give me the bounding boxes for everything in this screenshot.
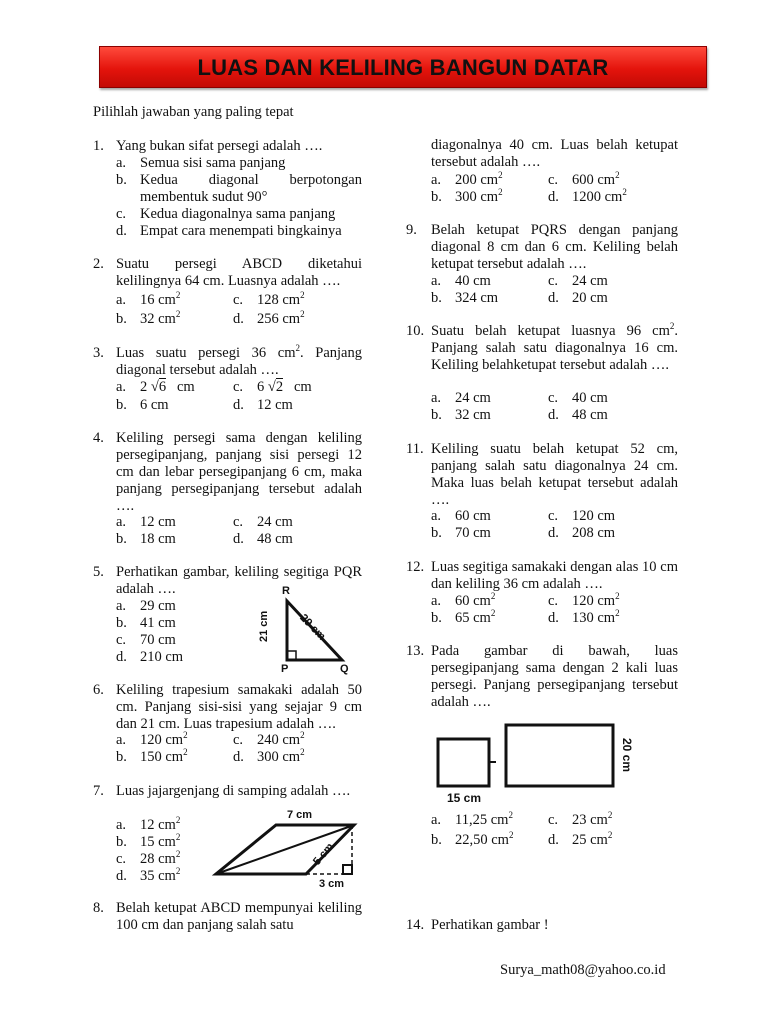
page-title: LUAS DAN KELILING BANGUN DATAR <box>197 55 609 80</box>
question-number: 4. <box>93 430 104 446</box>
option-b[interactable]: b. 41 cm <box>116 615 176 631</box>
vertex-label-r: R <box>282 585 290 597</box>
side-label-qr: 29 cm <box>297 612 328 643</box>
option-d[interactable]: d. 300 $cm^2$ <box>233 747 305 765</box>
right-angle-mark <box>343 865 352 874</box>
option-b[interactable]: b. 70 cm <box>431 525 491 541</box>
option-b[interactable]: b. 65 $cm^2$ <box>431 608 496 626</box>
option-d[interactable]: d. 48 cm <box>548 407 608 423</box>
question-number: 5. <box>93 564 104 580</box>
question-number: 7. <box>93 783 104 799</box>
option-d[interactable]: d. 20 cm <box>548 290 608 306</box>
option-d[interactable]: d. 130 $cm^2$ <box>548 608 620 626</box>
option-a[interactable]: a. 12 $cm^2$ <box>116 815 181 833</box>
square-shape <box>438 739 489 786</box>
option-d[interactable]: d. 12 cm <box>233 397 293 413</box>
option-b[interactable]: b. 18 cm <box>116 531 176 547</box>
option-a[interactable]: a. 60 $cm^2$ <box>431 591 496 609</box>
question-3 <box>93 345 363 415</box>
option-d[interactable]: d. 48 cm <box>233 531 293 547</box>
option-b[interactable]: b. 32 cm <box>431 407 491 423</box>
question-number: 11. <box>406 441 424 457</box>
option-d[interactable]: d. 256 $cm^2$ <box>233 309 305 327</box>
option-b[interactable]: b. 300 $cm^2$ <box>431 187 503 205</box>
option-a[interactable]: a. 2 √6 cm <box>116 379 195 395</box>
question-13 <box>406 643 678 713</box>
option-a[interactable]: a. 24 cm <box>431 390 491 406</box>
side-label-pr: 21 cm <box>258 610 270 642</box>
option-a[interactable]: a. 29 cm <box>116 598 176 614</box>
question-number: 1. <box>93 138 104 154</box>
option-c[interactable]: c. 28 $cm^2$ <box>116 849 181 867</box>
question-stem: Suatu persegi ABCD diketahui kelilingnya 64 cm. Luasnya adalah …. <box>116 256 362 289</box>
question-14 <box>406 917 678 937</box>
option-b[interactable]: b. 22,50 $cm^2$ <box>431 830 514 848</box>
title-banner <box>99 46 707 88</box>
vertex-label-q: Q <box>340 663 349 675</box>
rectangle-shape <box>506 725 613 786</box>
footer-email: Surya_math08@yahoo.co.id <box>500 962 666 978</box>
option-c[interactable]: c. 40 cm <box>548 390 608 406</box>
question-12 <box>406 559 678 631</box>
option-c[interactable]: c. 6 √2 cm <box>233 379 312 395</box>
option-c[interactable]: c. 70 cm <box>116 632 176 648</box>
question-stem: Yang bukan sifat persegi adalah …. <box>116 138 323 154</box>
question-10 <box>406 323 678 427</box>
question-stem: Luas suatu persegi 36 $cm^2$. Panjang diagonal tersebut adalah …. <box>116 343 362 378</box>
question-8-continued <box>406 137 678 209</box>
option-c[interactable]: c. 120 cm <box>548 508 616 524</box>
question-8 <box>93 900 363 936</box>
question-stem: Keliling persegi sama dengan keliling persegipanjang, panjang sisi persegi 12 cm dan lebar persegipanjang 6 cm, maka panjang persegipanjang tersebut adalah …. <box>116 430 362 514</box>
label-rectangle-height: 20 cm <box>620 738 634 773</box>
question-number: 10. <box>406 323 425 339</box>
option-c[interactable]: c. 24 cm <box>233 514 293 530</box>
question-stem: Luas jajargenjang di samping adalah …. <box>116 783 351 799</box>
question-2 <box>93 256 363 331</box>
instructions: Pilihlah jawaban yang paling tepat <box>93 104 294 120</box>
option-b[interactable]: b. 150 $cm^2$ <box>116 747 188 765</box>
option-d[interactable]: d. 35 $cm^2$ <box>116 866 181 884</box>
option-a[interactable]: a. 40 cm <box>431 273 491 289</box>
option-c[interactable]: c. 24 cm <box>548 273 608 289</box>
option-a[interactable]: a. 11,25 $cm^2$ <box>431 810 513 828</box>
option-a[interactable]: a. 120 $cm^2$ <box>116 730 188 748</box>
question-stem: Belah ketupat PQRS dengan panjang diagonal 8 cm dan 6 cm. Keliling belah ketupat tersebut adalah …. <box>431 222 678 272</box>
option-a[interactable]: a. 200 $cm^2$ <box>431 170 503 188</box>
question-11 <box>406 441 678 545</box>
question-stem: Luas segitiga samakaki dengan alas 10 cm dan keliling 36 cm adalah …. <box>431 559 678 592</box>
option-d[interactable]: d. 208 cm <box>548 525 616 541</box>
square-rectangle-figure <box>436 723 616 789</box>
question-9 <box>406 222 678 312</box>
label-square-side: 15 cm <box>447 791 482 805</box>
question-number: 14. <box>406 917 425 933</box>
option-d[interactable]: d. 1200 $cm^2$ <box>548 187 627 205</box>
question-stem: Pada gambar di bawah, luas persegipanjang sama dengan 2 kali luas persegi. Panjang persegipanjang tersebut adalah …. <box>431 643 678 710</box>
question-1 <box>93 138 363 243</box>
question-4 <box>93 430 363 550</box>
question-13-options <box>406 812 678 852</box>
option-a[interactable]: a. 16 $cm^2$ <box>116 290 181 308</box>
option-b[interactable]: b. Kedua diagonal berpotongan membentuk sudut 90° <box>116 172 362 205</box>
sqrt-symbol: √ <box>150 379 159 395</box>
vertex-label-p: P <box>281 663 289 675</box>
option-c[interactable]: c. 120 $cm^2$ <box>548 591 620 609</box>
option-d[interactable]: d. 210 cm <box>116 649 184 665</box>
question-number: 3. <box>93 345 104 361</box>
option-c[interactable]: c. Kedua diagonalnya sama panjang <box>116 206 336 222</box>
label-top-side: 7 cm <box>287 809 313 821</box>
option-b[interactable]: b. 324 cm <box>431 290 499 306</box>
question-stem: diagonalnya 40 cm. Luas belah ketupat tersebut adalah …. <box>431 137 678 170</box>
option-b[interactable]: b. 32 $cm^2$ <box>116 309 181 327</box>
question-number: 12. <box>406 559 425 575</box>
option-c[interactable]: c. 240 $cm^2$ <box>233 730 305 748</box>
label-base-segment: 3 cm <box>319 878 345 890</box>
option-d[interactable]: d. Empat cara menempati bingkainya <box>116 223 342 239</box>
sqrt-symbol: √ <box>267 379 276 395</box>
question-stem: Perhatikan gambar, keliling segitiga PQR adalah …. <box>116 564 362 597</box>
option-d[interactable]: d. 25 $cm^2$ <box>548 830 613 848</box>
option-c[interactable]: c. 600 $cm^2$ <box>548 170 620 188</box>
option-c[interactable]: c. 23 $cm^2$ <box>548 810 613 828</box>
question-6 <box>93 682 363 772</box>
question-number: 8. <box>93 900 104 916</box>
question-number: 6. <box>93 682 104 698</box>
question-stem: Belah ketupat ABCD mempunyai keliling 100 cm dan panjang salah satu <box>116 900 362 933</box>
question-stem: Keliling trapesium samakaki adalah 50 cm. Panjang sisi-sisi yang sejajar 9 cm dan 21 cm. Luas trapesium adalah …. <box>116 682 362 732</box>
question-stem: Suatu belah ketupat luasnya 96 $cm^2$. Panjang salah satu diagonalnya 16 cm. Keliling belahketupat tersebut adalah …. <box>431 321 678 373</box>
question-stem: Perhatikan gambar ! <box>431 917 549 933</box>
option-a[interactable]: a. Semua sisi sama panjang <box>116 155 286 171</box>
option-a[interactable]: a. 12 cm <box>116 514 176 530</box>
option-a[interactable]: a. 60 cm <box>431 508 491 524</box>
question-stem: Keliling suatu belah ketupat 52 cm, panjang salah satu diagonalnya 24 cm. Maka luas belah ketupat tersebut adalah …. <box>431 441 678 508</box>
question-number: 2. <box>93 256 104 272</box>
label-height: 5 cm <box>311 840 337 868</box>
option-c[interactable]: c. 128 $cm^2$ <box>233 290 305 308</box>
question-number: 9. <box>406 222 417 238</box>
option-b[interactable]: b. 6 cm <box>116 397 169 413</box>
option-b[interactable]: b. 15 $cm^2$ <box>116 832 181 850</box>
question-number: 13. <box>406 643 425 659</box>
